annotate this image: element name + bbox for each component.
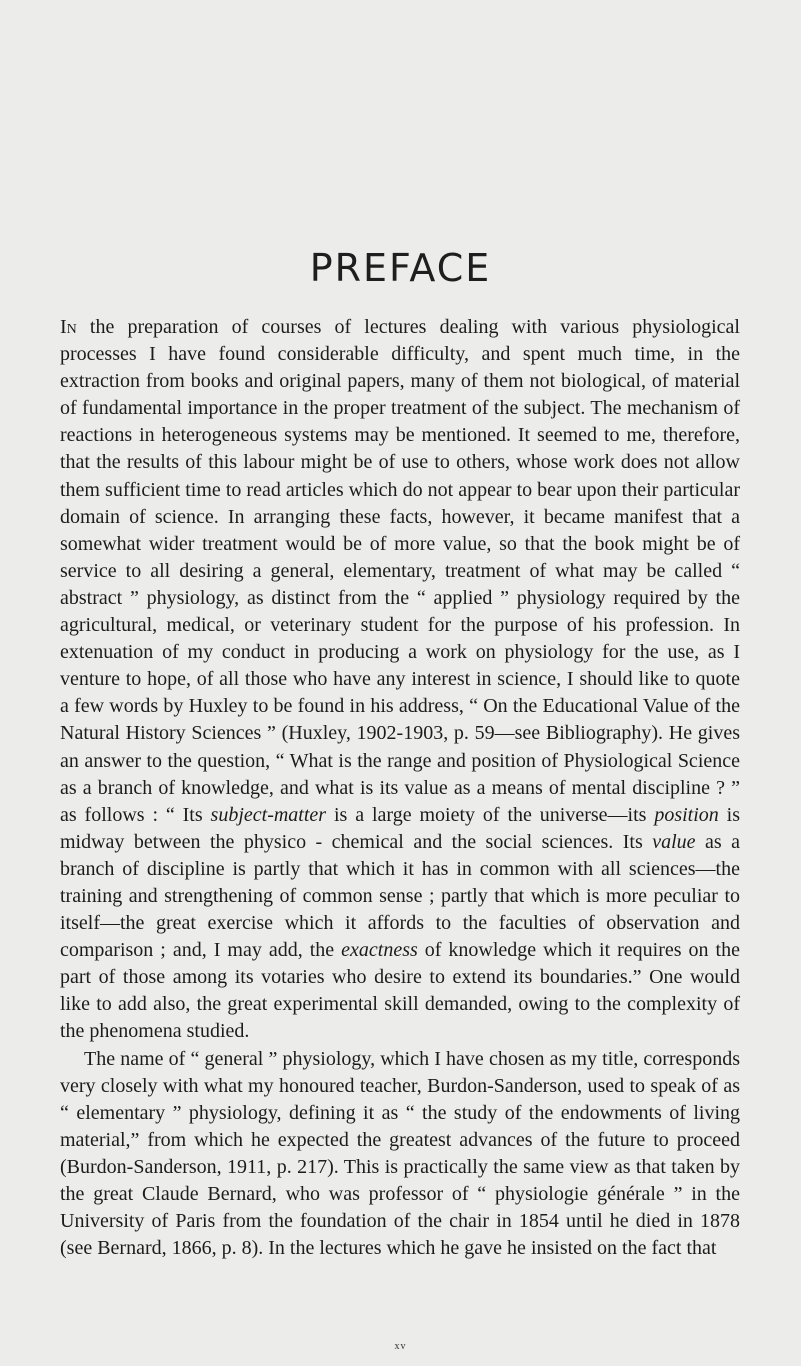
paragraph-text: the preparation of courses of lectures dealing with various physiological processes I have found considerable difficulty, and spent much time, in the extraction from books and original papers, many of them not biological, of material of fundamental importance in the proper treatment of the subject. The mechanism of reactions in heterogeneous systems may be mentioned. It seemed to me, therefore, that the results of this labour might be of use to others, whose work does not allow them sufficient time to read articles which do not appear to bear upon their particular domain of science. In arranging these facts, however, it became manifest that a somewhat wider treatment would be of more value, so that the book might be of service to all desiring a general, elementary, treatment of what may be called “ abstract ” physiology, as distinct from the “ applied ” physiology required by the agricultural, medical, or veterinary student for the purpose of his profession. In extenuation of my conduct in producing a work on physiology for the use, as I venture to hope, of all those who have any interest in science, I should like to quote a few words by Huxley to be found in his address, “ On the Educational Value of the Natural History Sciences ” (Huxley, 1902-1903, p. 59—see Bibliography). He gives an answer to the question, “ What is the range and position of Physiological Science as a branch of knowledge, and what is its value as a means of mental discipline ? ” as follows : “ Its: [60, 316, 740, 826]
italic-term: position: [654, 803, 719, 826]
paragraph-text: of knowledge which it requires on the part of those among its votaries who desire to extend its boundaries.” One would like to add also, the great experimental skill demanded, owing to the complexity of the phenomena studied.: [60, 939, 740, 1043]
paragraph-2: The name of “ general ” physiology, which I have chosen as my title, corresponds very closely with what my honoured teacher, Burdon-Sanderson, used to speak of as “ elementary ” physiology, defining it as “ the study of the endowments of living material,” from which he expected the greatest advances of the future to proceed (Burdon-Sanderson, 1911, p. 217). This is practically the same view as that taken by the great Claude Bernard, who was professor of “ physiologie générale ” in the University of Paris from the foundation of the chair in 1854 until he died in 1878 (see Bernard, 1866, p. 8). In the lectures which he gave he insisted on the fact that: [60, 1047, 740, 1260]
page-number: xv: [394, 1341, 407, 1352]
paragraph-text: is midway between the physico - chemical and the social sciences. Its: [60, 803, 740, 853]
paragraph-text: as a branch of discipline is partly that which it has in common with all sciences—the training and strengthening of common sense ; partly that which is more peculiar to itself—the great exercise which it affords to the faculties of observation and comparison ; and, I may add, the: [60, 830, 740, 962]
italic-term: subject-matter: [210, 803, 327, 826]
paragraph-1: [60, 314, 740, 1046]
page-title: PREFACE: [309, 246, 492, 290]
preface-body: [60, 314, 740, 1262]
italic-term: value: [652, 830, 696, 853]
paragraph-lead: In: [60, 316, 77, 338]
italic-term: exactness: [341, 939, 418, 962]
paragraph-text: is a large moiety of the universe—its: [326, 803, 655, 826]
